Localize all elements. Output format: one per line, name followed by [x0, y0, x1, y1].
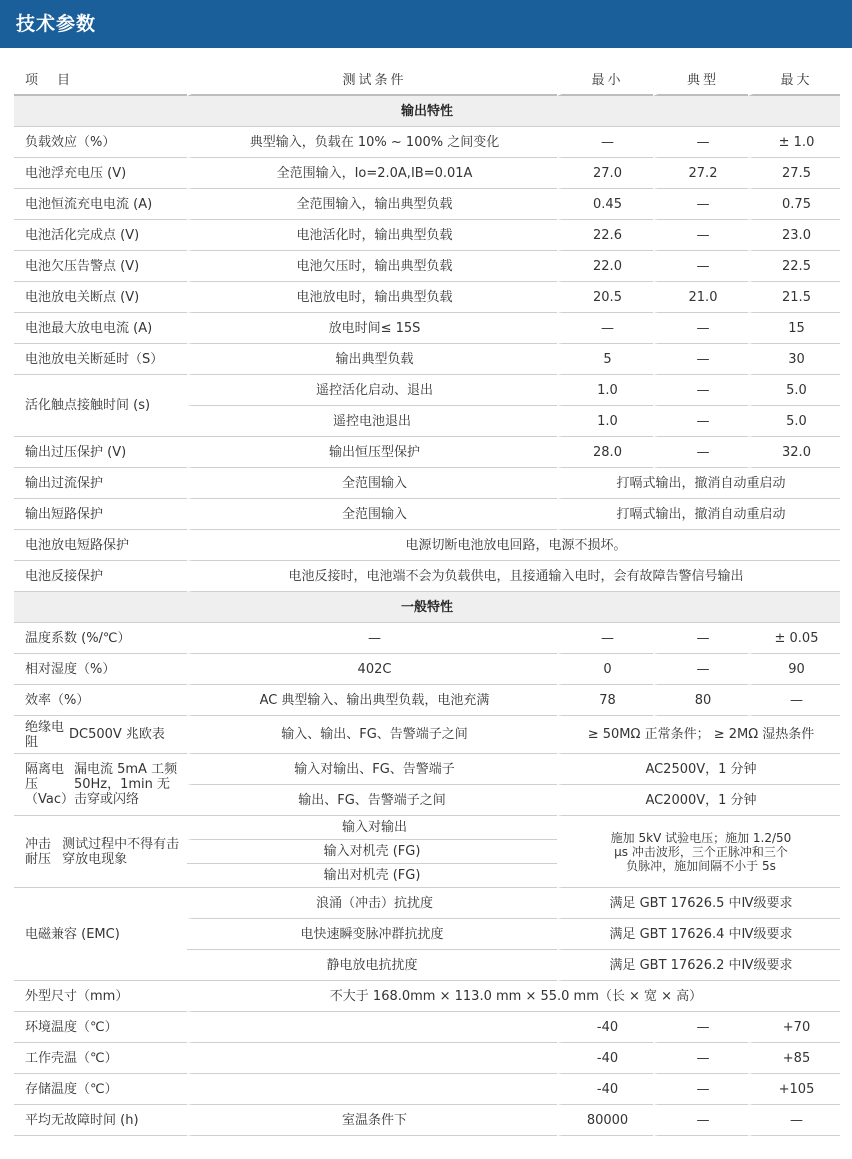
condition-cell: 遥控活化启动、退出 — [187, 375, 557, 406]
table-row — [14, 189, 840, 220]
item-label: 隔离电压（Vac） — [25, 762, 74, 807]
item-group — [25, 762, 183, 807]
min-cell: 1.0 — [557, 406, 653, 437]
max-cell: 15 — [748, 313, 840, 344]
typ-cell: — — [653, 1074, 748, 1105]
min-cell: — — [557, 623, 653, 654]
min-cell: 80000 — [557, 1105, 653, 1136]
table-row — [14, 468, 840, 499]
typ-cell: — — [653, 375, 748, 406]
min-cell: -40 — [557, 1012, 653, 1043]
item-group — [25, 837, 183, 867]
table-row — [14, 623, 840, 654]
table-row — [14, 1043, 840, 1074]
item-cell: 相对湿度（%） — [14, 654, 187, 685]
condition-cell: 电池欠压时，输出典型负载 — [187, 251, 557, 282]
min-cell: 22.0 — [557, 251, 653, 282]
condition-cell: 全范围输入，输出典型负载 — [187, 189, 557, 220]
max-cell: ± 0.05 — [748, 623, 840, 654]
item-sub-condition: 漏电流 5mA 工频 50Hz，1min 无击穿或闪络 — [73, 762, 178, 807]
table-row — [14, 561, 840, 592]
min-cell: 28.0 — [557, 437, 653, 468]
item-cell: 电磁兼容 (EMC) — [14, 888, 187, 981]
range-cell: 打嗝式输出，撤消自动重启动 — [557, 468, 840, 499]
min-cell: 78 — [557, 685, 653, 716]
typ-cell: — — [653, 313, 748, 344]
item-cell: 工作壳温（℃） — [14, 1043, 187, 1074]
max-cell: 23.0 — [748, 220, 840, 251]
condition-cell: 静电放电抗扰度 — [187, 950, 557, 981]
item-cell: 电池活化完成点 (V) — [14, 220, 187, 251]
section-row — [14, 96, 840, 127]
table-row — [14, 816, 840, 840]
column-header: 项 目 — [14, 66, 187, 96]
condition-cell: 电池活化时，输出典型负载 — [187, 220, 557, 251]
description-cell: 电池反接时，电池端不会为负载供电，且接通输入电时，会有故障告警信号输出 — [187, 561, 840, 592]
condition-cell: 输入对输出、FG、告警端子 — [187, 754, 557, 785]
condition-cell: AC 典型输入、输出典型负载，电池充满 — [187, 685, 557, 716]
condition-cell: 典型输入，负载在 10% ~ 100% 之间变化 — [187, 127, 557, 158]
max-cell: +105 — [748, 1074, 840, 1105]
condition-cell: 输入对机壳 (FG) — [187, 840, 557, 864]
item-cell: 电池放电关断延时（S） — [14, 344, 187, 375]
min-cell: -40 — [557, 1043, 653, 1074]
condition-cell — [187, 1074, 557, 1105]
item-cell: 存储温度（℃） — [14, 1074, 187, 1105]
max-cell: 32.0 — [748, 437, 840, 468]
typ-cell: — — [653, 1105, 748, 1136]
column-header: 测试条件 — [187, 66, 557, 96]
condition-cell: 室温条件下 — [187, 1105, 557, 1136]
table-row — [14, 1105, 840, 1136]
condition-cell: 全范围输入，Io=2.0A,IB=0.01A — [187, 158, 557, 189]
table-row — [14, 313, 840, 344]
table-row — [14, 375, 840, 406]
item-cell: 输出过压保护 (V) — [14, 437, 187, 468]
min-cell: — — [557, 313, 653, 344]
min-cell: 22.6 — [557, 220, 653, 251]
table-row — [14, 1012, 840, 1043]
item-cell — [14, 716, 187, 754]
range-cell: AC2500V，1 分钟 — [557, 754, 840, 785]
max-cell: 5.0 — [748, 375, 840, 406]
max-cell: 90 — [748, 654, 840, 685]
max-cell: 27.5 — [748, 158, 840, 189]
item-sub-condition: 测试过程中不得有击穿放电现象 — [62, 836, 180, 867]
table-header-row — [14, 66, 840, 96]
typ-cell: — — [653, 189, 748, 220]
condition-cell: 输入对输出 — [187, 816, 557, 840]
impulse-description-cell: 施加 5kV 试验电压；施加 1.2/50 μs 冲击波形，三个正脉冲和三个负脉冲，施加间隔不小于 5s — [557, 816, 840, 888]
column-header: 最小 — [557, 66, 653, 96]
typ-cell: 21.0 — [653, 282, 748, 313]
max-cell: — — [748, 1105, 840, 1136]
condition-cell: 输出、FG、告警端子之间 — [187, 785, 557, 816]
typ-cell: — — [653, 1012, 748, 1043]
item-cell: 电池恒流充电电流 (A) — [14, 189, 187, 220]
item-cell — [14, 754, 187, 816]
max-cell: 21.5 — [748, 282, 840, 313]
range-cell: 打嗝式输出，撤消自动重启动 — [557, 499, 840, 530]
typ-cell: — — [653, 437, 748, 468]
item-cell: 电池欠压告警点 (V) — [14, 251, 187, 282]
item-cell: 活化触点接触时间 (s) — [14, 375, 187, 437]
table-row — [14, 220, 840, 251]
min-cell: 27.0 — [557, 158, 653, 189]
item-label: 冲击耐压 — [25, 836, 52, 867]
condition-cell: 输出对机壳 (FG) — [187, 864, 557, 888]
max-cell: 30 — [748, 344, 840, 375]
condition-cell: 全范围输入 — [187, 499, 557, 530]
item-cell — [14, 816, 187, 888]
section-row — [14, 592, 840, 623]
column-header: 最大 — [748, 66, 840, 96]
condition-cell: 电快速瞬变脉冲群抗扰度 — [187, 919, 557, 950]
item-sub-condition: DC500V 兆欧表 — [69, 727, 165, 742]
table-row — [14, 530, 840, 561]
max-cell: 22.5 — [748, 251, 840, 282]
range-cell: 满足 GBT 17626.4 中Ⅳ级要求 — [557, 919, 840, 950]
description-cell: 不大于 168.0mm × 113.0 mm × 55.0 mm（长 × 宽 × 高） — [187, 981, 840, 1012]
typ-cell: — — [653, 1043, 748, 1074]
max-cell: +70 — [748, 1012, 840, 1043]
item-cell: 环境温度（℃） — [14, 1012, 187, 1043]
min-cell: 20.5 — [557, 282, 653, 313]
item-cell: 电池浮充电压 (V) — [14, 158, 187, 189]
table-row — [14, 1074, 840, 1105]
min-cell: 1.0 — [557, 375, 653, 406]
condition-cell: 输出典型负载 — [187, 344, 557, 375]
typ-cell: 80 — [653, 685, 748, 716]
table-row — [14, 251, 840, 282]
table-row — [14, 654, 840, 685]
table-row — [14, 685, 840, 716]
table-row — [14, 754, 840, 785]
table-row — [14, 282, 840, 313]
item-cell: 电池反接保护 — [14, 561, 187, 592]
table-row — [14, 499, 840, 530]
item-cell: 输出短路保护 — [14, 499, 187, 530]
section-title: 一般特性 — [14, 592, 840, 623]
column-header: 典型 — [653, 66, 748, 96]
item-cell: 电池放电关断点 (V) — [14, 282, 187, 313]
max-cell: +85 — [748, 1043, 840, 1074]
table-row — [14, 344, 840, 375]
table-row — [14, 716, 840, 754]
condition-cell: — — [187, 623, 557, 654]
item-cell: 温度系数 (%/℃） — [14, 623, 187, 654]
condition-cell — [187, 1012, 557, 1043]
typ-cell: — — [653, 220, 748, 251]
typ-cell: — — [653, 654, 748, 685]
condition-cell: 输出恒压型保护 — [187, 437, 557, 468]
table-row — [14, 127, 840, 158]
page-title: 技术参数 — [16, 13, 97, 35]
condition-cell: 402C — [187, 654, 557, 685]
condition-cell: 输入、输出、FG、告警端子之间 — [187, 716, 557, 754]
condition-cell: 电池放电时，输出典型负载 — [187, 282, 557, 313]
condition-cell: 遥控电池退出 — [187, 406, 557, 437]
item-group — [25, 720, 183, 750]
table-row — [14, 981, 840, 1012]
min-cell: 0.45 — [557, 189, 653, 220]
item-cell: 电池最大放电电流 (A) — [14, 313, 187, 344]
condition-cell: 放电时间≤ 15S — [187, 313, 557, 344]
typ-cell: — — [653, 127, 748, 158]
item-cell: 电池放电短路保护 — [14, 530, 187, 561]
item-cell: 效率（%） — [14, 685, 187, 716]
condition-cell: 全范围输入 — [187, 468, 557, 499]
range-cell: ≥ 50MΩ 正常条件； ≥ 2MΩ 湿热条件 — [557, 716, 840, 754]
section-title: 输出特性 — [14, 96, 840, 127]
max-cell: ± 1.0 — [748, 127, 840, 158]
item-cell: 负载效应（%） — [14, 127, 187, 158]
table-row — [14, 888, 840, 919]
typ-cell: 27.2 — [653, 158, 748, 189]
table-row — [14, 158, 840, 189]
item-label: 绝缘电阻 — [25, 719, 65, 750]
description-cell: 电源切断电池放电回路，电源不损坏。 — [187, 530, 840, 561]
range-cell: AC2000V，1 分钟 — [557, 785, 840, 816]
range-cell: 满足 GBT 17626.2 中Ⅳ级要求 — [557, 950, 840, 981]
max-cell: 5.0 — [748, 406, 840, 437]
typ-cell: — — [653, 251, 748, 282]
min-cell: -40 — [557, 1074, 653, 1105]
max-cell: 0.75 — [748, 189, 840, 220]
typ-cell: — — [653, 623, 748, 654]
min-cell: 5 — [557, 344, 653, 375]
typ-cell: — — [653, 406, 748, 437]
range-cell: 满足 GBT 17626.5 中Ⅳ级要求 — [557, 888, 840, 919]
typ-cell: — — [653, 344, 748, 375]
condition-cell: 浪涌（冲击）抗扰度 — [187, 888, 557, 919]
min-cell: — — [557, 127, 653, 158]
item-cell: 外型尺寸（mm） — [14, 981, 187, 1012]
item-cell: 输出过流保护 — [14, 468, 187, 499]
item-cell: 平均无故障时间 (h) — [14, 1105, 187, 1136]
page-header — [0, 0, 852, 48]
min-cell: 0 — [557, 654, 653, 685]
spec-table — [14, 66, 840, 1136]
condition-cell — [187, 1043, 557, 1074]
max-cell: — — [748, 685, 840, 716]
table-row — [14, 437, 840, 468]
